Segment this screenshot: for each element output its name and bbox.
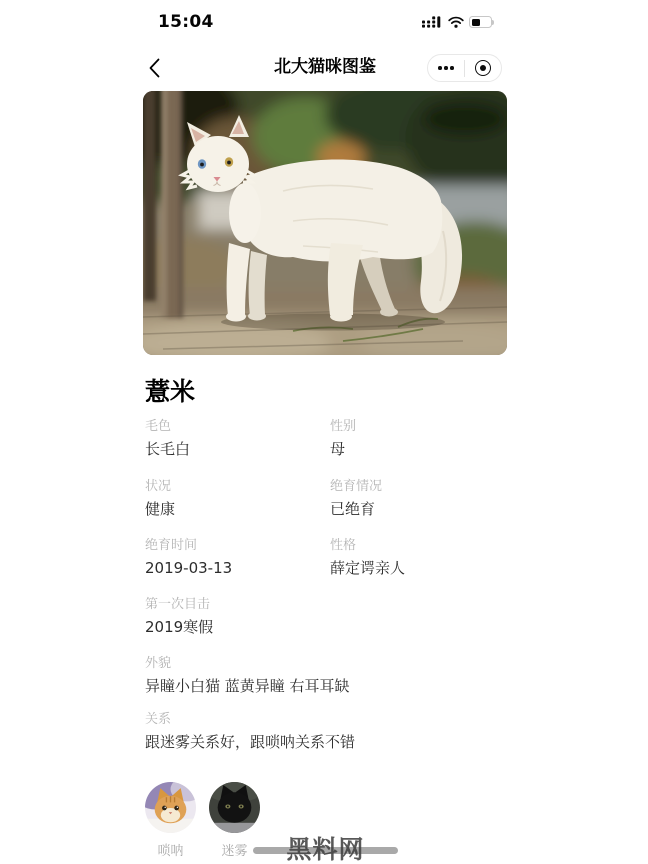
field-value: 母 xyxy=(330,440,346,458)
field-first-sighting xyxy=(145,597,490,637)
battery-icon xyxy=(469,16,492,28)
field-value: 2019-03-13 xyxy=(145,559,233,577)
black-cat-avatar-image xyxy=(209,782,260,833)
related-cat-suona[interactable] xyxy=(145,782,196,859)
target-circle-icon xyxy=(475,60,491,76)
field-relations xyxy=(145,712,490,752)
status-bar xyxy=(143,0,507,44)
field-neuter-date xyxy=(145,538,323,578)
watermark-text: 黑料网 xyxy=(286,835,365,864)
field-label: 绝育时间 xyxy=(145,538,198,553)
field-label: 外貌 xyxy=(145,656,172,671)
miniprogram-capsule xyxy=(427,54,502,82)
field-value: 已绝育 xyxy=(330,500,376,518)
status-time: 15:04 xyxy=(158,12,214,32)
field-label: 毛色 xyxy=(145,419,172,434)
wifi-icon xyxy=(448,16,464,28)
field-label: 第一次目击 xyxy=(145,597,211,612)
field-fur-color xyxy=(145,419,323,459)
cat-name: 薏米 xyxy=(145,377,196,406)
nav-bar xyxy=(143,44,507,90)
field-value: 长毛白 xyxy=(145,440,191,458)
field-value: 异瞳小白猫 蓝黄异瞳 右耳耳缺 xyxy=(145,677,350,695)
phone-viewport xyxy=(143,0,507,864)
battery-fill xyxy=(472,19,481,26)
page-title: 北大猫咪图鉴 xyxy=(274,57,376,77)
field-condition xyxy=(145,479,323,519)
field-value: 2019寒假 xyxy=(145,618,214,636)
more-button[interactable] xyxy=(428,55,464,81)
field-label: 性别 xyxy=(330,419,357,434)
related-cat-name: 唢呐 xyxy=(157,844,184,859)
related-cat-name: 迷雾 xyxy=(221,844,248,859)
capsule-home-button[interactable] xyxy=(465,55,501,81)
field-value: 薛定谔亲人 xyxy=(330,559,406,577)
black-cat-avatar xyxy=(209,782,260,833)
cellular-signal-icon xyxy=(422,16,443,28)
cat-photo-illustration xyxy=(143,91,507,355)
watermark xyxy=(253,830,398,862)
field-appearance xyxy=(145,656,490,696)
field-value: 健康 xyxy=(145,500,176,518)
battery-nub xyxy=(492,20,494,25)
cat-photo[interactable] xyxy=(143,91,507,355)
field-label: 状况 xyxy=(145,479,172,494)
field-label: 性格 xyxy=(330,538,357,553)
related-cats xyxy=(145,782,260,859)
field-value: 跟迷雾关系好，跟唢呐关系不错 xyxy=(145,733,356,751)
field-sex xyxy=(330,419,508,459)
field-label: 关系 xyxy=(145,712,172,727)
orange-cat-avatar xyxy=(145,782,196,833)
field-personality xyxy=(330,538,508,578)
three-dots-icon xyxy=(438,66,454,70)
orange-cat-avatar-image xyxy=(145,782,196,833)
field-neuter-status xyxy=(330,479,508,519)
field-label: 绝育情况 xyxy=(330,479,383,494)
status-icons xyxy=(422,16,492,28)
